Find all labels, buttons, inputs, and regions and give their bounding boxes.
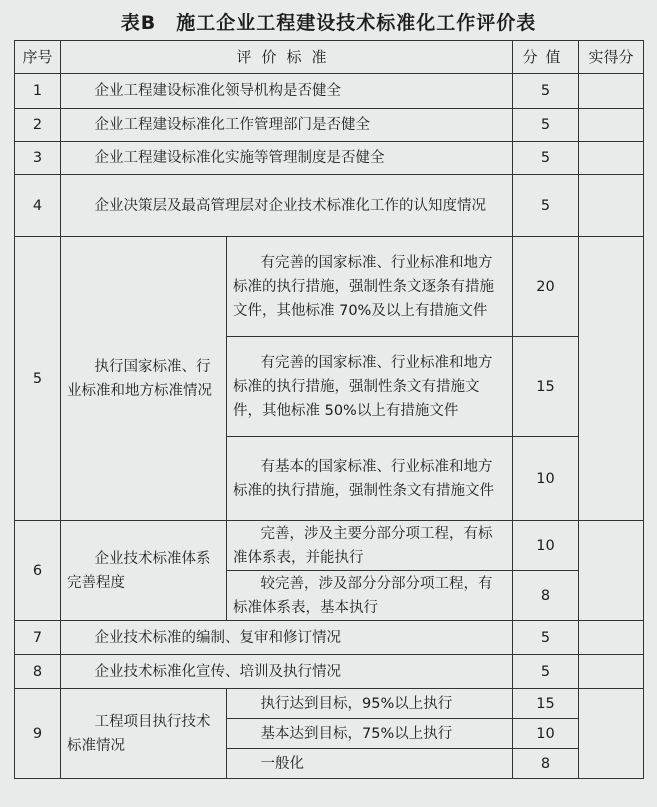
header-score: 分值 <box>513 41 579 74</box>
sub-criteria-text: 基本达到目标，75%以上执行 <box>227 719 513 749</box>
sub-criteria-text: 完善，涉及主要分部分项工程，有标准体系表，并能执行 <box>227 521 513 571</box>
sub-criteria-text: 执行达到目标，95%以上执行 <box>227 689 513 719</box>
criteria-text: 企业技术标准的编制、复审和修订情况 <box>61 621 513 655</box>
row-number: 4 <box>15 175 61 237</box>
score-value: 10 <box>513 521 579 571</box>
score-value: 5 <box>513 74 579 109</box>
sub-criteria-text: 有完善的国家标准、行业标准和地方标准的执行措施，强制性条文逐条有措施文件，其他标准 70%及以上有措施文件 <box>227 237 513 337</box>
actual-score-cell <box>579 109 644 142</box>
score-value: 5 <box>513 142 579 175</box>
actual-score-cell <box>579 621 644 655</box>
criteria-text: 企业决策层及最高管理层对企业技术标准化工作的认知度情况 <box>61 175 513 237</box>
score-value: 5 <box>513 655 579 689</box>
row-number: 9 <box>15 689 61 779</box>
actual-score-cell <box>579 655 644 689</box>
row-number: 3 <box>15 142 61 175</box>
row-number: 8 <box>15 655 61 689</box>
actual-score-cell <box>579 521 644 621</box>
sub-criteria-text: 一般化 <box>227 749 513 779</box>
score-value: 20 <box>513 237 579 337</box>
criteria-text: 执行国家标准、行业标准和地方标准情况 <box>61 237 227 521</box>
criteria-text: 企业工程建设标准化工作管理部门是否健全 <box>61 109 513 142</box>
table-row <box>15 621 644 655</box>
row-number: 5 <box>15 237 61 521</box>
actual-score-cell <box>579 689 644 779</box>
score-value: 5 <box>513 109 579 142</box>
table-row <box>15 142 644 175</box>
evaluation-table <box>14 40 644 779</box>
score-value: 10 <box>513 437 579 521</box>
table-title: 表B 施工企业工程建设技术标准化工作评价表 <box>120 12 537 34</box>
actual-score-cell <box>579 175 644 237</box>
criteria-text: 企业技术标准化宣传、培训及执行情况 <box>61 655 513 689</box>
actual-score-cell <box>579 237 644 521</box>
score-value: 15 <box>513 337 579 437</box>
table-row <box>15 109 644 142</box>
score-value: 5 <box>513 175 579 237</box>
table-row <box>15 237 644 337</box>
header-row <box>15 41 644 74</box>
header-seq: 序号 <box>15 41 61 74</box>
table-row <box>15 521 644 571</box>
row-number: 2 <box>15 109 61 142</box>
criteria-text: 企业工程建设标准化实施等管理制度是否健全 <box>61 142 513 175</box>
table-row <box>15 655 644 689</box>
row-number: 1 <box>15 74 61 109</box>
sub-criteria-text: 有完善的国家标准、行业标准和地方标准的执行措施，强制性条文有措施文件，其他标准 50%以上有措施文件 <box>227 337 513 437</box>
score-value: 5 <box>513 621 579 655</box>
row-number: 7 <box>15 621 61 655</box>
sub-criteria-text: 较完善，涉及部分分部分项工程，有标准体系表，基本执行 <box>227 571 513 621</box>
actual-score-cell <box>579 74 644 109</box>
score-value: 8 <box>513 571 579 621</box>
table-row <box>15 175 644 237</box>
row-number: 6 <box>15 521 61 621</box>
actual-score-cell <box>579 142 644 175</box>
header-actual: 实得分 <box>579 41 644 74</box>
score-value: 15 <box>513 689 579 719</box>
table-row <box>15 74 644 109</box>
sub-criteria-text: 有基本的国家标准、行业标准和地方标准的执行措施，强制性条文有措施文件 <box>227 437 513 521</box>
score-value: 8 <box>513 749 579 779</box>
criteria-text: 工程项目执行技术标准情况 <box>61 689 227 779</box>
header-criteria: 评价标准 <box>61 41 513 74</box>
criteria-text: 企业工程建设标准化领导机构是否健全 <box>61 74 513 109</box>
criteria-text: 企业技术标准体系完善程度 <box>61 521 227 621</box>
score-value: 10 <box>513 719 579 749</box>
table-row <box>15 689 644 719</box>
